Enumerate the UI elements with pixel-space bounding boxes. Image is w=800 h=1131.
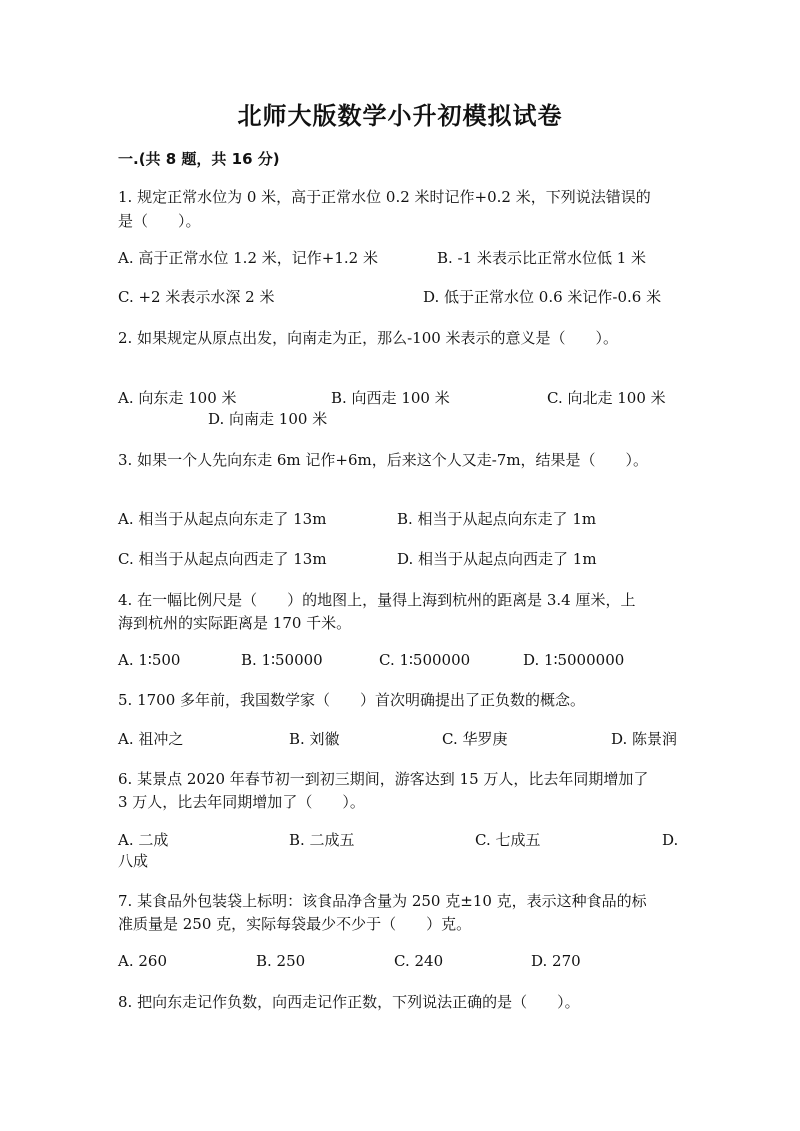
question-7-option-a: A. 260: [118, 952, 167, 970]
question-1-line-2: 是（ ）。: [118, 212, 201, 230]
question-5-line-1: 5. 1700 多年前，我国数学家（ ）首次明确提出了正负数的概念。: [118, 691, 586, 709]
question-2-option-c: C. 向北走 100 米: [547, 389, 666, 407]
question-3-option-b: B. 相当于从起点向东走了 1m: [397, 510, 597, 528]
question-7-option-b: B. 250: [256, 952, 306, 970]
question-6-option-c: C. 七成五: [475, 831, 541, 849]
question-3-option-c: C. 相当于从起点向西走了 13m: [118, 550, 327, 568]
question-1-option-a: A. 高于正常水位 1.2 米，记作+1.2 米: [118, 249, 378, 267]
question-2-option-a: A. 向东走 100 米: [118, 389, 237, 407]
question-6-line-2: 3 万人，比去年同期增加了（ ）。: [118, 793, 365, 811]
question-5-option-b: B. 刘徽: [289, 730, 340, 748]
question-1-option-b: B. -1 米表示比正常水位低 1 米: [437, 249, 647, 267]
question-6-option-d-text: 八成: [118, 852, 149, 870]
question-4-line-1: 4. 在一幅比例尺是（ ）的地图上，量得上海到杭州的距离是 3.4 厘米，上: [118, 591, 636, 609]
question-3-option-a: A. 相当于从起点向东走了 13m: [118, 510, 327, 528]
question-2-option-d: D. 向南走 100 米: [208, 410, 328, 428]
question-8-line-1: 8. 把向东走记作负数，向西走记作正数，下列说法正确的是（ ）。: [118, 993, 580, 1011]
question-7-option-d: D. 270: [531, 952, 581, 970]
question-5-option-c: C. 华罗庚: [442, 730, 508, 748]
question-4-line-2: 海到杭州的实际距离是 170 千米。: [118, 614, 352, 632]
question-6-option-d-label: D.: [662, 831, 679, 849]
question-1-line-1: 1. 规定正常水位为 0 米，高于正常水位 0.2 米时记作+0.2 米，下列说法错误的: [118, 188, 651, 206]
exam-title: 北师大版数学小升初模拟试卷: [237, 102, 563, 130]
question-4-option-d: D. 1∶5000000: [523, 651, 625, 669]
section-header: 一.(共 8 题，共 16 分): [118, 150, 280, 168]
question-7-option-c: C. 240: [394, 952, 444, 970]
question-2-option-b: B. 向西走 100 米: [331, 389, 450, 407]
question-1-option-c: C. +2 米表示水深 2 米: [118, 288, 275, 306]
question-6-option-b: B. 二成五: [289, 831, 355, 849]
question-6-line-1: 6. 某景点 2020 年春节初一到初三期间，游客达到 15 万人，比去年同期增加了: [118, 770, 649, 788]
question-4-option-a: A. 1∶500: [118, 651, 181, 669]
question-2-line-1: 2. 如果规定从原点出发，向南走为正，那么-100 米表示的意义是（ ）。: [118, 329, 619, 347]
question-7-line-2: 准质量是 250 克，实际每袋最少不少于（ ）克。: [118, 915, 472, 933]
question-6-option-a: A. 二成: [118, 831, 169, 849]
question-3-option-d: D. 相当于从起点向西走了 1m: [397, 550, 597, 568]
question-5-option-d: D. 陈景润: [611, 730, 678, 748]
question-5-option-a: A. 祖冲之: [118, 730, 184, 748]
question-1-option-d: D. 低于正常水位 0.6 米记作-0.6 米: [423, 288, 662, 306]
question-4-option-c: C. 1∶500000: [379, 651, 471, 669]
question-7-line-1: 7. 某食品外包装袋上标明：该食品净含量为 250 克±10 克，表示这种食品的标: [118, 892, 647, 910]
question-4-option-b: B. 1∶50000: [241, 651, 323, 669]
question-3-line-1: 3. 如果一个人先向东走 6m 记作+6m，后来这个人又走-7m，结果是（ ）。: [118, 451, 649, 469]
